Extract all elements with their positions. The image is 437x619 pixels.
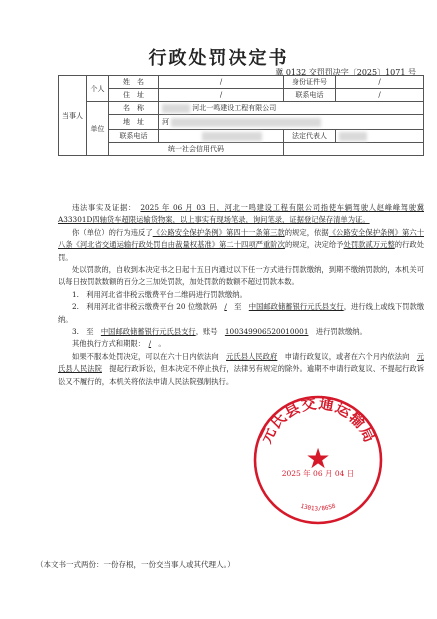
violation-text: 的行政处罚。 xyxy=(58,240,425,262)
unit-phone-value xyxy=(159,130,284,143)
payment-intro: 处以罚款的，自收到本决定书之日起十五日内通过以下任一方式进行罚款缴纳，到期不缴纳罚款的，本机关可以每日按罚款数额的百分之三加处罚款，加处罚款的数额不超过罚款本数。 xyxy=(58,265,424,287)
penalty-decision: 处罚款贰万元整 xyxy=(343,240,395,250)
payment-method-1: 1. 利用河北省非税云缴费平台二维码进行罚款缴纳。 xyxy=(72,289,247,299)
payment-method-2: 2. 利用河北省非税云缴费平台 20 位缴款码 / 至 中国邮政储蓄银行元氏县支行，进行线上或线下罚款缴纳。 xyxy=(58,302,425,324)
unit-phone-label: 联系电话 xyxy=(109,130,159,143)
seal-star-icon: ★ xyxy=(305,442,331,475)
facts-date: 2025 年 06 月 03 日 xyxy=(140,203,217,212)
unit-address-cell xyxy=(159,115,424,130)
payment-method-3 xyxy=(58,326,424,338)
appeal-text: 申请行政复议，或者在六个月内依法向 xyxy=(284,351,410,361)
unit-name-value: 河北一鸣建设工程有限公司 xyxy=(192,104,277,112)
review-authority: 元氏县人民政府 xyxy=(226,351,278,361)
appeal-text: 提起行政诉讼，但本决定不停止执行，法律另有规定的除外。逾期不申请行政复议、不提起行政诉讼又不履行的，本机关将依法申请人民法院强制执行。 xyxy=(58,364,425,386)
appeal-text: 如果不服本处罚决定，可以在六十日内依法向 xyxy=(72,351,219,361)
unit-label: 单位 xyxy=(87,102,109,156)
unit-address-label: 地 址 xyxy=(109,115,159,130)
payment-code: / xyxy=(224,302,227,312)
penalty-basis: 《公路安全保护条例》第六十八条《河北省交通运输行政处罚自由裁量权基准》第二十四项严重阶次 xyxy=(58,227,425,250)
address-label: 住 址 xyxy=(109,89,159,102)
individual-label: 个人 xyxy=(87,76,109,102)
id-value: / xyxy=(336,76,424,89)
unit-name-cell xyxy=(159,102,424,115)
method-text: 至 xyxy=(234,302,242,312)
document-title: 行政处罚决定书 xyxy=(148,48,289,69)
account-number: 100349906520010001 xyxy=(224,327,309,337)
redacted-block xyxy=(339,132,367,141)
decision-body xyxy=(58,202,424,388)
seal-date: 2025 年 06 月 04 日 xyxy=(281,469,355,478)
violation-text: 的规定，依据 xyxy=(284,227,329,237)
credit-code-label: 统一社会信用代码 xyxy=(109,143,284,156)
phone-label: 联系电话 xyxy=(284,89,336,102)
method-text: 进行罚款缴纳。 xyxy=(315,327,367,337)
violation-prefix: 你（单位）的行为违反了 xyxy=(72,227,153,237)
violated-law: 《公路安全保护条例》第四十一条第三款 xyxy=(152,227,285,237)
legal-rep-value xyxy=(336,130,424,143)
bank-name: 中国邮政储蓄银行元氏县支行 xyxy=(100,327,196,337)
bank-name: 中国邮政储蓄银行元氏县支行 xyxy=(248,302,344,312)
document-number: 冀 0132 交罚罚决字〔2025〕1071 号 xyxy=(275,68,416,77)
method-text: 2. 利用河北省非税云缴费平台 20 位缴款码 xyxy=(72,302,218,312)
official-seal xyxy=(251,393,385,527)
facts-text: ，河北一鸣建设工程有限公司指使车辆驾驶人赵峰峰驾驶冀A33301D四轴货车超限运输货物案，以上事实有现场笔录，询问笔录，证据登记保存清单为证。 xyxy=(58,203,425,225)
id-label: 身份证件号 xyxy=(284,76,336,89)
address-value: / xyxy=(159,89,284,102)
name-label: 姓 名 xyxy=(109,76,159,89)
redacted-block xyxy=(171,118,321,127)
violation-paragraph xyxy=(58,227,424,264)
court-name: 元氏县人民法院 xyxy=(58,351,425,374)
party-label: 当事人 xyxy=(59,76,87,156)
name-value: / xyxy=(159,76,284,89)
other-value: / xyxy=(148,339,152,349)
phone-value: / xyxy=(336,89,424,102)
unit-name-label: 名 称 xyxy=(109,102,159,115)
facts-paragraph xyxy=(58,202,424,227)
footer-note: （本文书一式两份：一份存根，一份交当事人或其代理人。） xyxy=(36,560,235,569)
method-text: ，账号 xyxy=(195,327,218,337)
legal-rep-label: 法定代表人 xyxy=(284,130,336,143)
redacted-block xyxy=(162,104,190,113)
facts-label: 违法事实及证据： xyxy=(72,203,133,212)
violation-text: 的规定，决定给予 xyxy=(284,240,344,250)
redacted-block xyxy=(202,132,262,141)
method-text: 进行线上或线下罚款缴纳。 xyxy=(58,302,425,324)
seal-text: 元氏县交通运输局 xyxy=(256,394,380,446)
unit-address-value: 河 xyxy=(162,118,169,126)
appeal-paragraph xyxy=(58,351,424,388)
party-info-table xyxy=(58,75,424,156)
credit-code-value xyxy=(284,143,424,156)
seal-number: 13013/8658 xyxy=(299,502,337,513)
other-methods: 其他执行方式和期限： / 。 xyxy=(72,339,166,349)
method-text: 3. 至 xyxy=(72,327,94,337)
other-label: 其他执行方式和期限： xyxy=(72,339,142,349)
